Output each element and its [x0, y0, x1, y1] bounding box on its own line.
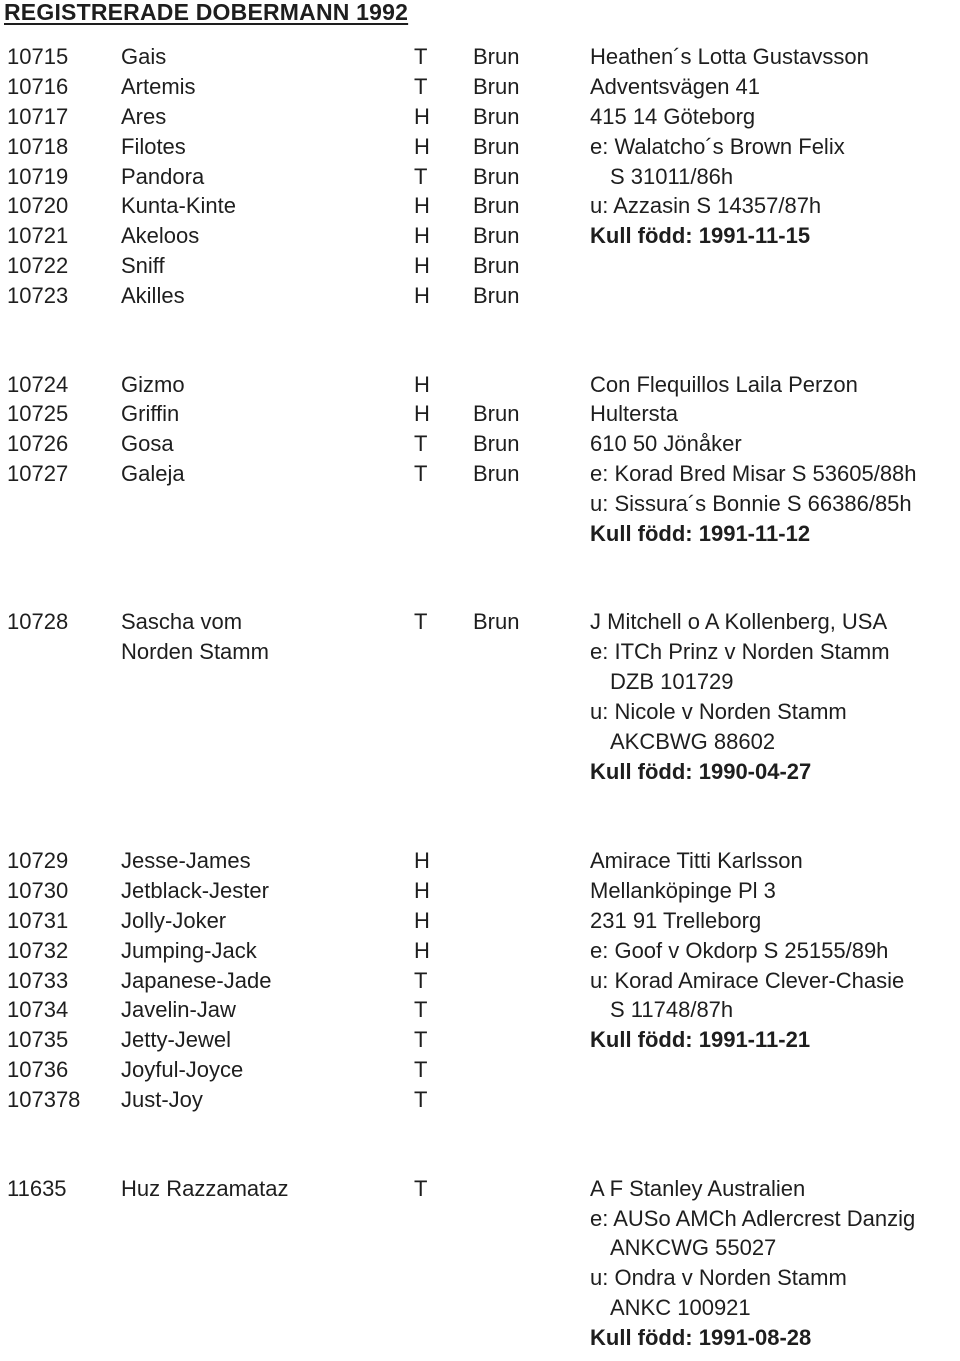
- dog-name: Akilles: [121, 283, 185, 308]
- breeder-info: Adventsvägen 41: [590, 74, 761, 99]
- registry-row: [0, 1085, 960, 1115]
- breeder-info: S 11748/87h: [610, 997, 734, 1022]
- dog-name: Gosa: [121, 431, 174, 456]
- breeder-info: Heathen´s Lotta Gustavsson: [590, 44, 869, 69]
- dog-sex: H: [414, 283, 430, 308]
- dog-sex: T: [414, 1176, 428, 1201]
- breeder-info: Kull född: 1991-11-21: [590, 1027, 811, 1052]
- registration-number: 10728: [7, 609, 69, 634]
- registry-row: [0, 1233, 960, 1263]
- dog-sex: T: [414, 609, 428, 634]
- registry-row: [0, 607, 960, 637]
- registry-row: [0, 1263, 960, 1293]
- dog-sex: H: [414, 134, 430, 159]
- registration-number: 10729: [7, 848, 69, 873]
- breeder-info: u: Nicole v Norden Stamm: [590, 699, 847, 724]
- dog-color: Brun: [473, 401, 520, 426]
- registry-row: [0, 1025, 960, 1055]
- registry-row: [0, 489, 960, 519]
- dog-color: Brun: [473, 104, 520, 129]
- registration-number: 10725: [7, 401, 69, 426]
- dog-color: Brun: [473, 193, 520, 218]
- registration-number: 10718: [7, 134, 69, 159]
- breeder-info: Kull född: 1991-08-28: [590, 1325, 812, 1350]
- registry-row: [0, 102, 960, 132]
- breeder-info: ANKC 100921: [610, 1295, 751, 1320]
- dog-sex: T: [414, 968, 428, 993]
- registry-row: [0, 1323, 960, 1353]
- registry-row: [0, 876, 960, 906]
- dog-name: Gais: [121, 44, 167, 69]
- registry-row: [0, 519, 960, 549]
- dog-name: Gizmo: [121, 372, 185, 397]
- dog-name: Jolly-Joker: [121, 908, 227, 933]
- breeder-info: e: Korad Bred Misar S 53605/88h: [590, 461, 917, 486]
- dog-color: Brun: [473, 164, 520, 189]
- dog-name: Sniff: [121, 253, 165, 278]
- dog-name: Artemis: [121, 74, 196, 99]
- registration-number: 10732: [7, 938, 69, 963]
- dog-sex: T: [414, 1027, 428, 1052]
- registry-row: [0, 966, 960, 996]
- registry-row: [0, 370, 960, 400]
- dog-name: Jesse-James: [121, 848, 251, 873]
- dog-name: Huz Razzamataz: [121, 1176, 289, 1201]
- dog-sex: T: [414, 997, 428, 1022]
- dog-sex: H: [414, 401, 430, 426]
- dog-name: Pandora: [121, 164, 205, 189]
- registration-number: 10716: [7, 74, 69, 99]
- breeder-info: e: AUSo AMCh Adlercrest Danzig: [590, 1206, 916, 1231]
- dog-sex: T: [414, 164, 428, 189]
- registry-row: [0, 429, 960, 459]
- dog-sex: H: [414, 193, 430, 218]
- dog-sex: T: [414, 74, 428, 99]
- breeder-info: e: ITCh Prinz v Norden Stamm: [590, 639, 890, 664]
- registry-row: [0, 697, 960, 727]
- dog-sex: T: [414, 44, 428, 69]
- registry-row: [0, 1055, 960, 1085]
- breeder-info: u: Sissura´s Bonnie S 66386/85h: [590, 491, 912, 516]
- registration-number: 11635: [7, 1176, 67, 1201]
- registration-number: 10715: [7, 44, 69, 69]
- registry-row: [0, 132, 960, 162]
- registry-row: [0, 42, 960, 72]
- dog-color: Brun: [473, 253, 520, 278]
- dog-name: Akeloos: [121, 223, 200, 248]
- dog-color: Brun: [473, 283, 520, 308]
- registry-row: [0, 162, 960, 192]
- breeder-info: DZB 101729: [610, 669, 734, 694]
- document-title: REGISTRERADE DOBERMANN 1992: [4, 0, 409, 25]
- registry-row: [0, 667, 960, 697]
- breeder-info: S 31011/86h: [610, 164, 734, 189]
- breeder-info: e: Walatcho´s Brown Felix: [590, 134, 845, 159]
- dog-sex: H: [414, 848, 430, 873]
- breeder-info: A F Stanley Australien: [590, 1176, 806, 1201]
- breeder-info: Kull född: 1991-11-15: [590, 223, 811, 248]
- breeder-info: Kull född: 1990-04-27: [590, 759, 812, 784]
- registration-number: 10719: [7, 164, 69, 189]
- registration-number: 10731: [7, 908, 69, 933]
- registration-number: 10727: [7, 461, 69, 486]
- registry-row: [0, 936, 960, 966]
- dog-name: Jetty-Jewel: [121, 1027, 232, 1052]
- dog-sex: H: [414, 104, 430, 129]
- dog-name: Javelin-Jaw: [121, 997, 236, 1022]
- registry-row: [0, 221, 960, 251]
- dog-name: Norden Stamm: [121, 639, 269, 664]
- registry-row: [0, 281, 960, 311]
- dog-sex: T: [414, 461, 428, 486]
- registration-number: 10730: [7, 878, 69, 903]
- registry-row: [0, 1174, 960, 1204]
- registry-row: [0, 1293, 960, 1323]
- dog-color: Brun: [473, 431, 520, 456]
- breeder-info: Amirace Titti Karlsson: [590, 848, 803, 873]
- registry-row: [0, 906, 960, 936]
- registration-number: 10723: [7, 283, 69, 308]
- breeder-info: AKCBWG 88602: [610, 729, 776, 754]
- breeder-info: u: Ondra v Norden Stamm: [590, 1265, 847, 1290]
- registration-number: 107378: [7, 1087, 81, 1112]
- breeder-info: 415 14 Göteborg: [590, 104, 756, 129]
- breeder-info: e: Goof v Okdorp S 25155/89h: [590, 938, 889, 963]
- dog-name: Just-Joy: [121, 1087, 203, 1112]
- dog-color: Brun: [473, 74, 520, 99]
- dog-name: Sascha vom: [121, 609, 243, 634]
- dog-color: Brun: [473, 44, 520, 69]
- registry-row: [0, 1204, 960, 1234]
- dog-name: Filotes: [121, 134, 186, 159]
- registry-row: [0, 399, 960, 429]
- registry-row: [0, 459, 960, 489]
- registry-row: [0, 72, 960, 102]
- registry-row: [0, 995, 960, 1025]
- registration-number: 10722: [7, 253, 69, 278]
- registration-number: 10724: [7, 372, 69, 397]
- dog-sex: H: [414, 223, 430, 248]
- dog-sex: T: [414, 431, 428, 456]
- registration-number: 10735: [7, 1027, 69, 1052]
- dog-color: Brun: [473, 461, 520, 486]
- dog-sex: H: [414, 372, 430, 397]
- registry-row: [0, 727, 960, 757]
- dog-sex: H: [414, 938, 430, 963]
- dog-sex: H: [414, 878, 430, 903]
- breeder-info: Kull född: 1991-11-12: [590, 521, 811, 546]
- dog-name: Ares: [121, 104, 167, 129]
- dog-sex: H: [414, 253, 430, 278]
- dog-name: Griffin: [121, 401, 180, 426]
- registration-number: 10717: [7, 104, 69, 129]
- breeder-info: Con Flequillos Laila Perzon: [590, 372, 858, 397]
- breeder-info: Hultersta: [590, 401, 679, 426]
- breeder-info: u: Korad Amirace Clever-Chasie: [590, 968, 905, 993]
- dog-name: Japanese-Jade: [121, 968, 272, 993]
- breeder-info: 231 91 Trelleborg: [590, 908, 762, 933]
- registry-row: [0, 637, 960, 667]
- dog-name: Joyful-Joyce: [121, 1057, 244, 1082]
- breeder-info: Mellanköpinge Pl 3: [590, 878, 776, 903]
- dog-name: Jetblack-Jester: [121, 878, 269, 903]
- dog-sex: T: [414, 1057, 428, 1082]
- breeder-info: J Mitchell o A Kollenberg, USA: [590, 609, 888, 634]
- registration-number: 10726: [7, 431, 69, 456]
- registry-row: [0, 251, 960, 281]
- breeder-info: u: Azzasin S 14357/87h: [590, 193, 822, 218]
- registration-number: 10721: [7, 223, 69, 248]
- dog-color: Brun: [473, 609, 520, 634]
- registration-number: 10736: [7, 1057, 69, 1082]
- breeder-info: ANKCWG 55027: [610, 1235, 777, 1260]
- registration-number: 10733: [7, 968, 69, 993]
- registry-row: [0, 191, 960, 221]
- dog-name: Kunta-Kinte: [121, 193, 236, 218]
- registry-row: [0, 757, 960, 787]
- dog-color: Brun: [473, 223, 520, 248]
- dog-color: Brun: [473, 134, 520, 159]
- dog-name: Jumping-Jack: [121, 938, 257, 963]
- dog-name: Galeja: [121, 461, 185, 486]
- registration-number: 10720: [7, 193, 69, 218]
- breeder-info: 610 50 Jönåker: [590, 431, 742, 456]
- registry-row: [0, 846, 960, 876]
- dog-sex: T: [414, 1087, 428, 1112]
- registration-number: 10734: [7, 997, 69, 1022]
- dog-sex: H: [414, 908, 430, 933]
